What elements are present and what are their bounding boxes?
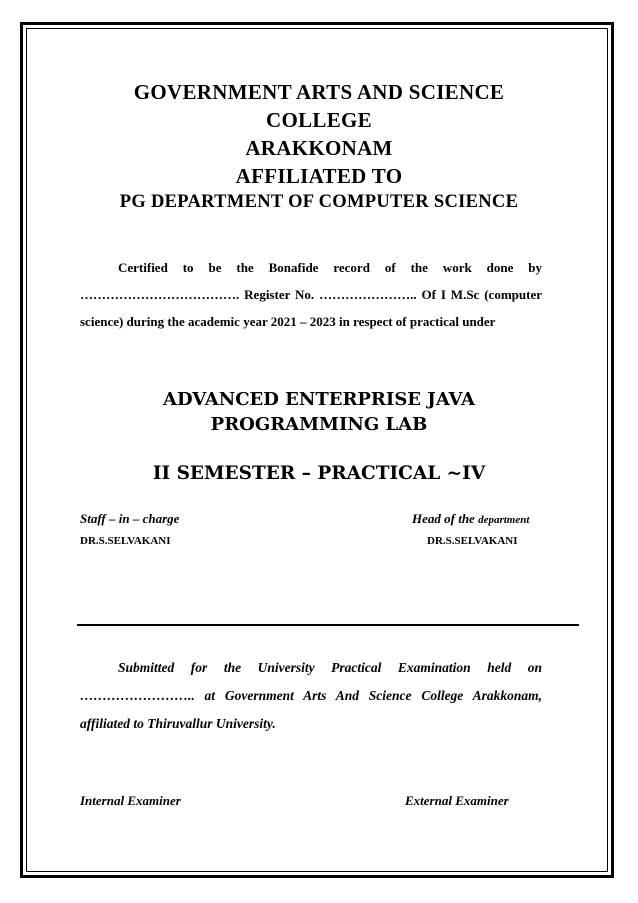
head-of-department-label (412, 511, 529, 527)
internal-examiner-label: Internal Examiner (80, 793, 181, 808)
department-title: PG DEPARTMENT OF COMPUTER SCIENCE (119, 192, 519, 212)
staff-in-charge-label: Staff – in – charge (80, 511, 180, 526)
head-name: DR.S.SELVAKANI (427, 535, 518, 547)
divider-line (77, 624, 579, 626)
lab-title-line2: PROGRAMMING LAB (210, 414, 428, 435)
college-name-line1: GOVERNMENT ARTS AND SCIENCE (133, 80, 505, 104)
staff-name: DR.S.SELVAKANI (80, 535, 171, 547)
head-label-small: department (478, 514, 530, 526)
college-name-line2: COLLEGE (266, 108, 372, 132)
college-location: ARAKKONAM (245, 136, 393, 160)
semester-title: II SEMESTER – PRACTICAL ~IV (152, 463, 486, 484)
affiliated-to: AFFILIATED TO (235, 164, 403, 188)
submission-text: Submitted for the University Practical Examination held on …………………….. at Government Arts And Science College Arakkonam, affiliated to Thiruvallur University. (80, 660, 542, 731)
certificate-text: Certified to be the Bonafide record of the work done by ………………………………. Register No. ………………….. Of I M.Sc (computer science) during the academic year 2021 – 2023 in respect of practical under (80, 260, 542, 329)
external-examiner-label: External Examiner (405, 793, 509, 808)
head-label-main: Head of the (412, 511, 475, 526)
lab-title-line1: ADVANCED ENTERPRISE JAVA (162, 389, 476, 410)
